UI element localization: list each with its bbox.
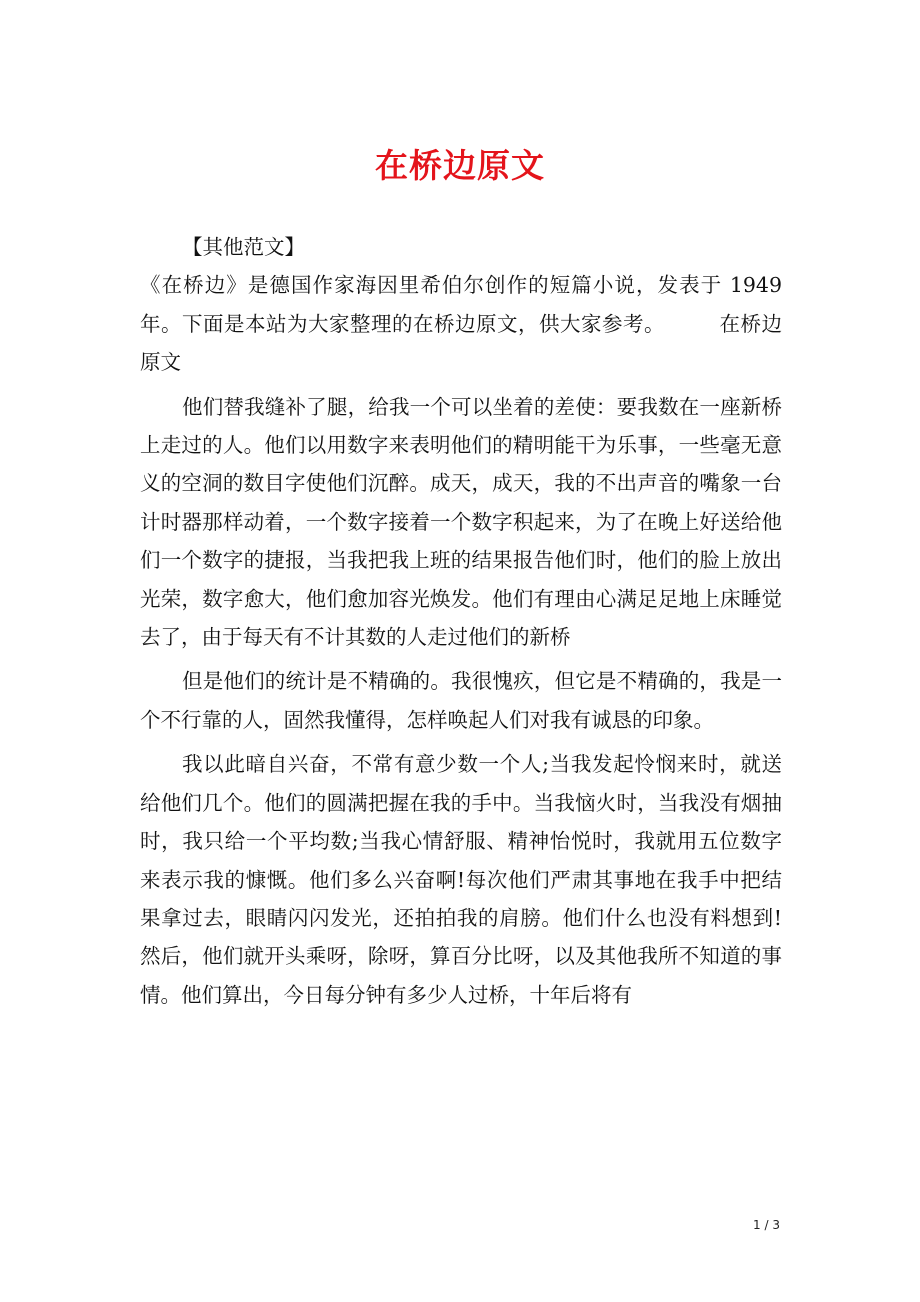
document-body	[140, 228, 782, 1014]
page-number: 1 / 3	[753, 1218, 780, 1232]
body-paragraph-1: 他们替我缝补了腿，给我一个可以坐着的差使：要我数在一座新桥上走过的人。他们以用数字来表明他们的精明能干为乐事，一些毫无意义的空洞的数目字使他们沉醉。成天，成天，我的不出声音的嘴象一台计时器那样动着，一个数字接着一个数字积起来，为了在晚上好送给他们一个数字的捷报，当我把我上班的结果报告他们时，他们的脸上放出光荣，数字愈大，他们愈加容光焕发。他们有理由心满足足地上床睡觉去了，由于每天有不计其数的人走过他们的新桥	[140, 394, 782, 650]
body-paragraph-2: 但是他们的统计是不精确的。我很愧疚，但它是不精确的，我是一个不行靠的人，固然我懂得，怎样唤起人们对我有诚恳的印象。	[140, 669, 782, 732]
document-title: 在桥边原文	[375, 146, 545, 185]
intro-heading: 在桥边原文	[140, 311, 782, 375]
section-label: 【其他范文】	[182, 235, 305, 259]
body-paragraph-3: 我以此暗自兴奋，不常有意少数一个人;当我发起怜悯来时，就送给他们几个。他们的圆满把握在我的手中。当我恼火时，当我没有烟抽时，我只给一个平均数;当我心情舒服、精神怡悦时，我就用五位数字来表示我的慷慨。他们多么兴奋啊!每次他们严肃其事地在我手中把结果拿过去，眼睛闪闪发光，还拍拍我的肩膀。他们什么也没有料想到!然后，他们就开头乘呀，除呀，算百分比呀，以及其他我所不知道的事情。他们算出，今日每分钟有多少人过桥，十年后将有	[140, 752, 782, 1007]
intro-paragraph	[140, 266, 782, 381]
intro-text: 《在桥边》是德国作家海因里希伯尔创作的短篇小说，发表于 1949 年。下面是本站为大家整理的在桥边原文，供大家参考。	[140, 273, 782, 336]
